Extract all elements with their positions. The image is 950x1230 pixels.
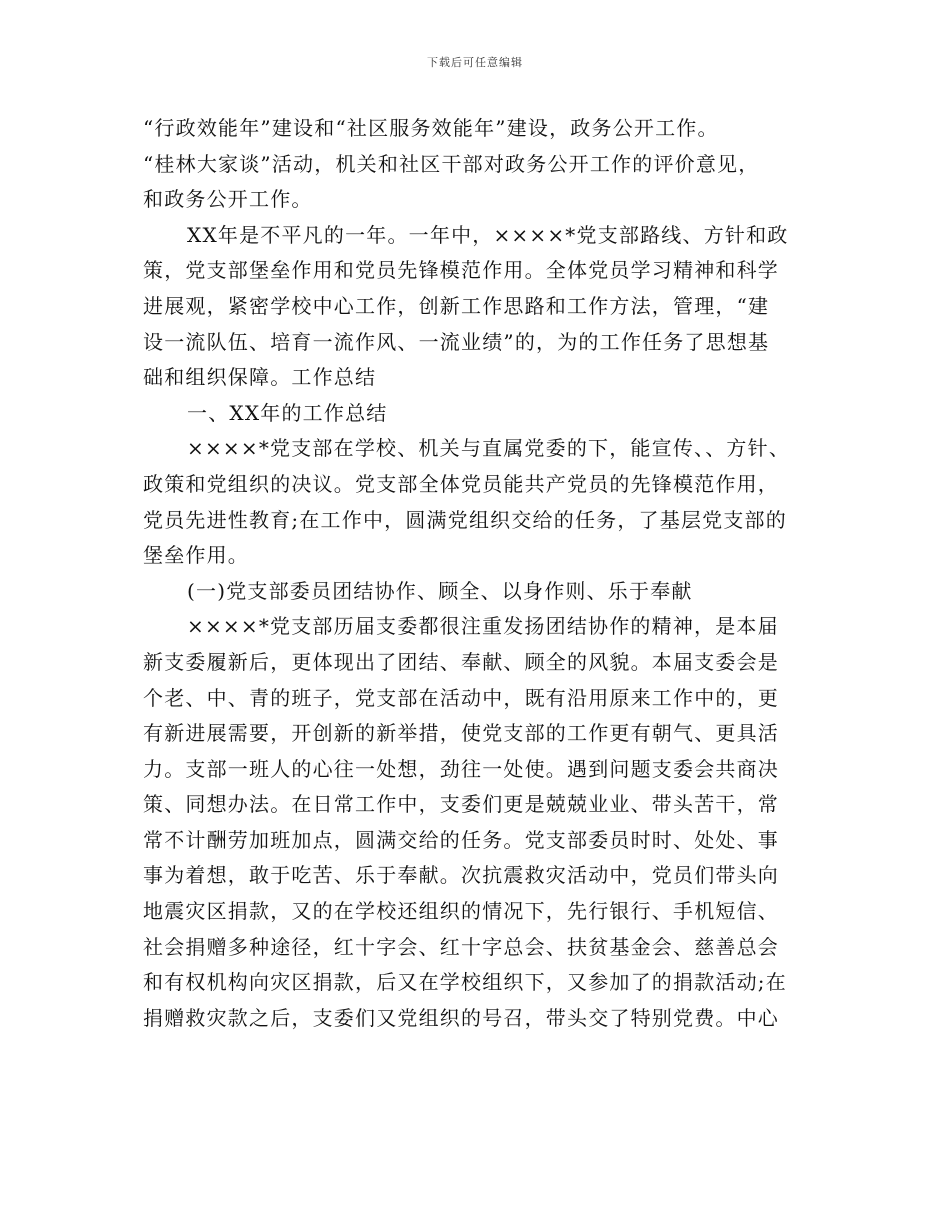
- text-line: 事为着想，敢于吃苦、乐于奉献。次抗震救灾活动中，党员们带头向: [143, 863, 779, 888]
- text-line: ××××*党支部历届支委都很注重发扬团结协作的精神，是本届: [187, 614, 779, 639]
- text-line: 力。支部一班人的心往一处想，劲往一处使。遇到问题支委会共商决: [143, 756, 779, 781]
- text-line: XX年是不平凡的一年。一年中，××××*党支部路线、方针和政: [187, 222, 789, 247]
- text-line: 和政务公开工作。: [143, 187, 313, 212]
- text-line: 党员先进性教育;在工作中，圆满党组织交给的任务，了基层党支部的: [143, 507, 787, 532]
- document-body: [143, 111, 833, 1036]
- text-line: 堡垒作用。: [143, 543, 249, 568]
- text-line: 进展观，紧密学校中心工作，创新工作思路和工作方法，管理，“建: [143, 293, 770, 318]
- text-line: 常不计酬劳加班加点，圆满交给的任务。党支部委员时时、处处、事: [143, 827, 779, 852]
- text-line: 个老、中、青的班子，党支部在活动中，既有沿用原来工作中的，更: [143, 685, 779, 710]
- text-line: 社会捐赠多种途径，红十字会、红十字总会、扶贫基金会、慈善总会: [143, 934, 779, 959]
- text-line: “桂林大家谈”活动，机关和社区干部对政务公开工作的评价意见，: [143, 151, 760, 176]
- text-line: 捐赠救灾款之后，支委们又党组织的号召，带头交了特别党费。中心: [143, 1005, 779, 1030]
- text-line: 策、同想办法。在日常工作中，支委们更是兢兢业业、带头苦干，常: [143, 792, 779, 817]
- text-line: 有新进展需要，开创新的新举措，使党支部的工作更有朝气、更具活: [143, 721, 779, 746]
- text-line: 地震灾区捐款，又的在学校还组织的情况下，先行银行、手机短信、: [143, 899, 779, 924]
- text-line: 策，党支部堡垒作用和党员先锋模范作用。全体党员学习精神和科学: [143, 258, 779, 283]
- text-line: 设一流队伍、培育一流作风、一流业绩”的，为的工作任务了思想基: [143, 329, 770, 354]
- text-line: “行政效能年”建设和“社区服务效能年”建设，政务公开工作。: [143, 116, 719, 140]
- text-line: 新支委履新后，更体现出了团结、奉献、顾全的风貌。本届支委会是: [143, 649, 779, 674]
- text-line: ××××*党支部在学校、机关与直属党委的下，能宣传、、方针、: [187, 436, 791, 461]
- text-line: 和有权机构向灾区捐款，后又在学校组织下，又参加了的捐款活动;在: [143, 970, 787, 995]
- text-line: 一、XX年的工作总结: [187, 400, 388, 425]
- text-line: (一)党支部委员团结协作、顾全、以身作则、乐于奉献: [187, 578, 693, 603]
- text-line: 础和组织保障。工作总结: [143, 365, 377, 390]
- text-line: 政策和党组织的决议。党支部全体党员能共产党员的先锋模范作用，: [143, 471, 779, 496]
- page-header: 下载后可任意编辑: [427, 56, 523, 69]
